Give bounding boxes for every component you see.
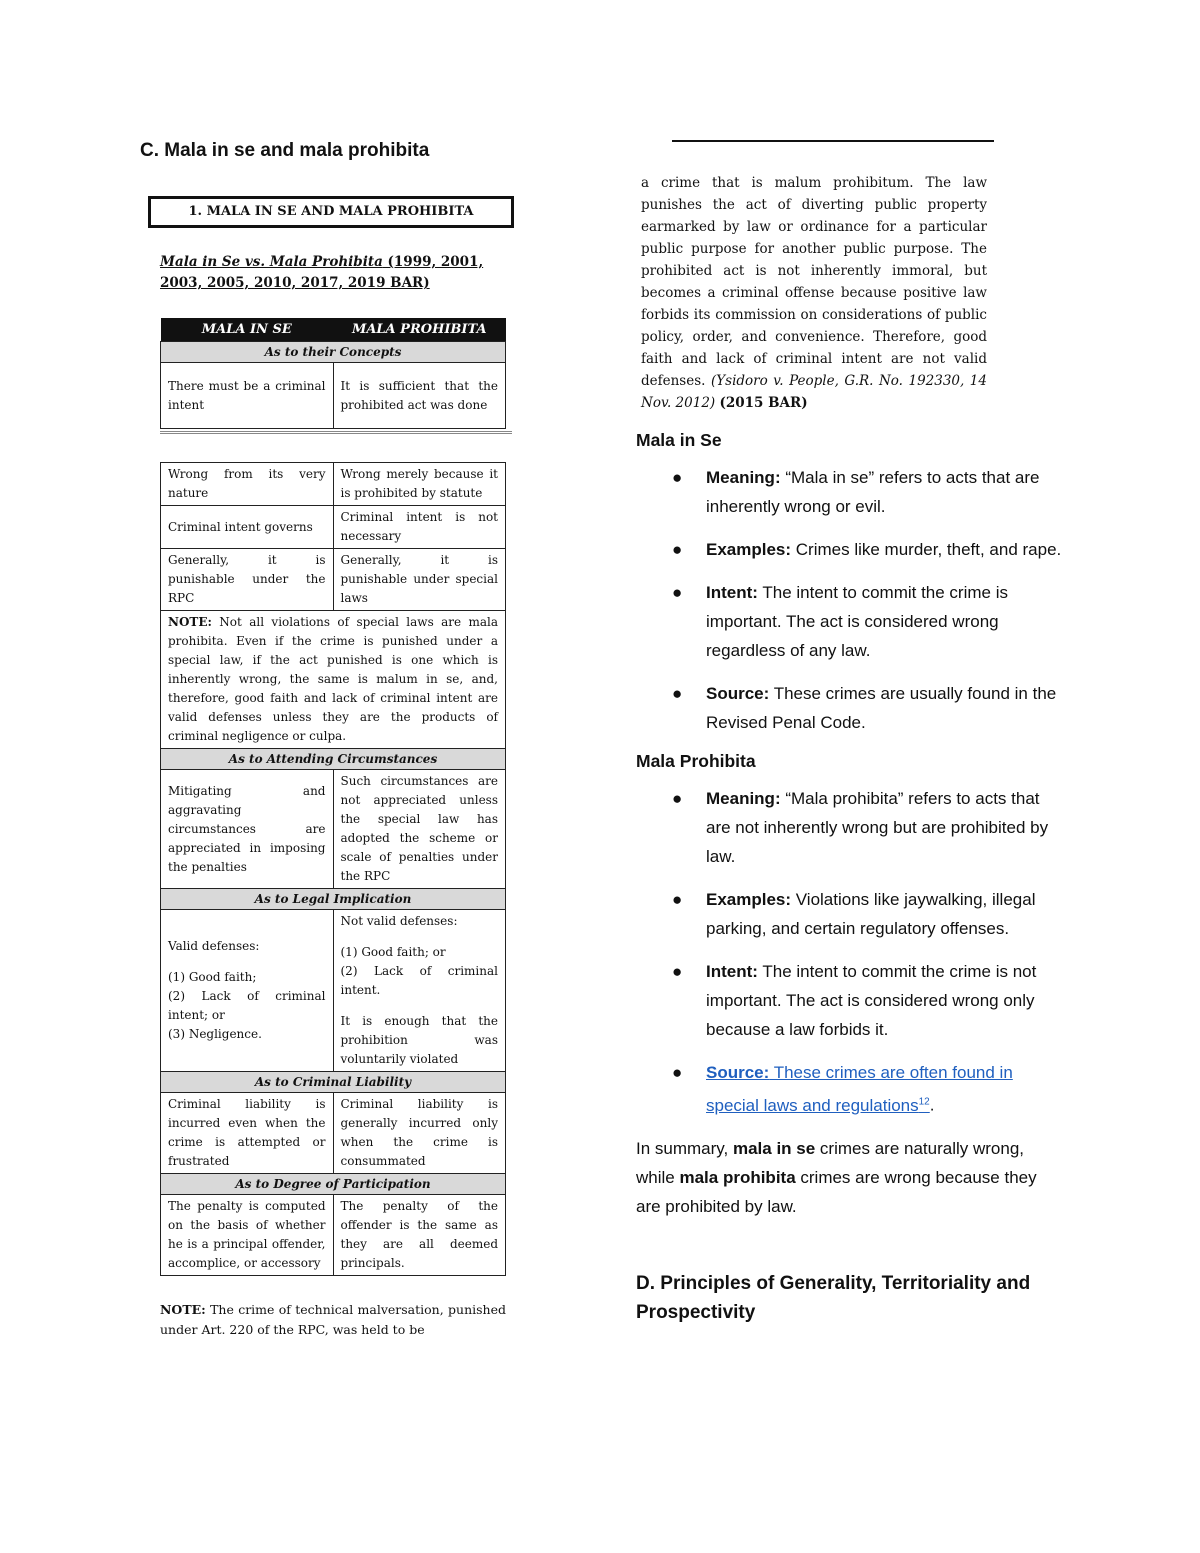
heading-mala-in-se: Mala in Se	[636, 430, 722, 450]
point-label: Examples:	[706, 890, 792, 909]
subtitle-italic: Mala in Se vs. Mala Prohibita	[160, 254, 383, 270]
list-item	[672, 535, 1066, 564]
legal-item: (3) Negligence.	[168, 1027, 262, 1041]
source-link[interactable]	[706, 1063, 1013, 1115]
list-item	[672, 784, 1066, 871]
mala-in-se-list	[636, 463, 1076, 737]
point-label: Meaning:	[706, 789, 781, 808]
list-item	[672, 885, 1066, 943]
quote-bar: (2015 BAR)	[719, 395, 808, 411]
point-label: Meaning:	[706, 468, 781, 487]
col-header-mala-prohibita: MALA PROHIBITA	[333, 318, 506, 342]
point-text: The intent to commit the crime is not important. The act is considered wrong only because a law forbids it.	[706, 962, 1037, 1039]
legal-item: (2) Lack of criminal intent.	[340, 964, 498, 997]
table-cell: Criminal liability is generally incurred only when the crime is consummated	[333, 1093, 506, 1174]
point-text: Violations like jaywalking, illegal parking, and certain regulatory offenses.	[706, 890, 1036, 938]
point-label: Intent:	[706, 962, 758, 981]
summary-paragraph	[636, 1134, 1056, 1221]
footnote-ref: 12	[918, 1096, 930, 1107]
bullet-icon: ●	[672, 1063, 683, 1082]
col-header-mala-in-se: MALA IN SE	[161, 318, 334, 342]
list-item	[672, 578, 1066, 665]
source-link-text: These crimes are often found in special laws and regulations	[706, 1063, 1013, 1115]
summary-b1: mala in se	[732, 1138, 816, 1158]
source-link-label: Source:	[706, 1063, 770, 1082]
legal-left-head: Valid defenses:	[168, 939, 260, 953]
bullet-icon: ●	[672, 684, 683, 703]
double-rule	[160, 431, 512, 434]
table-cell: The penalty is computed on the basis of whether he is a principal offender, accomplice, or accessory	[161, 1195, 334, 1276]
bullet-icon: ●	[672, 789, 683, 808]
legal-right-cell	[333, 910, 506, 1072]
subtitle-years: (1999, 2001, 2003, 2005, 2010, 2017, 2019 BAR)	[160, 254, 484, 291]
summary-pre: In summary,	[636, 1138, 733, 1158]
case-quote	[641, 172, 987, 414]
quote-cite: (Ysidoro v. People, G.R. No. 192330, 14 Nov. 2012)	[641, 373, 987, 411]
note-cell	[161, 611, 506, 749]
table-cell: Such circumstances are not appreciated unless the special law has adopted the scheme or scale of penalties under the RPC	[333, 770, 506, 889]
heading-mala-prohibita: Mala Prohibita	[636, 751, 756, 771]
table-cell: Criminal intent governs	[161, 506, 334, 549]
legal-right-tail: It is enough that the prohibition was voluntarily violated	[340, 1014, 498, 1066]
section-title-c: C. Mala in se and mala prohibita	[140, 140, 430, 161]
point-label: Intent:	[706, 583, 758, 602]
note-label: NOTE:	[168, 615, 212, 629]
bullet-icon: ●	[672, 468, 683, 487]
quote-text: a crime that is malum prohibitum. The law punishes the act of diverting public property earmarked by law or ordinance for a particular public purpose for another public purpose. The prohibited act is not inherently immoral, but becomes a criminal offense because positive law forbids its commission on considerations of public policy, order, and convenience. Therefore, good faith and lack of criminal intent are not valid defenses.	[641, 175, 987, 389]
comparison-table-1	[160, 318, 506, 429]
bullet-icon: ●	[672, 540, 683, 559]
band-legal: As to Legal Implication	[161, 889, 506, 910]
point-text: The intent to commit the crime is important. The act is considered wrong regardless of any law.	[706, 583, 1008, 660]
legal-item: (2) Lack of criminal intent; or	[168, 989, 326, 1022]
point-text: “Mala in se” refers to acts that are inherently wrong or evil.	[706, 468, 1040, 516]
point-text: These crimes are usually found in the Revised Penal Code.	[706, 684, 1057, 732]
bottom-note	[160, 1300, 506, 1340]
list-item	[672, 957, 1066, 1044]
top-rule	[672, 140, 994, 142]
summary-post: crimes are wrong because they are prohibited by law.	[636, 1167, 1037, 1216]
comparison-subtitle	[160, 252, 510, 294]
list-item: ● Source: These crimes are often found in special laws and regulations$^{12}$.	[706, 1058, 1066, 1120]
table-cell: Criminal intent is not necessary	[333, 506, 506, 549]
point-label: Examples:	[706, 540, 792, 559]
list-item	[672, 463, 1066, 521]
table-cell: The penalty of the offender is the same as they are all deemed principals.	[333, 1195, 506, 1276]
legal-right-head: Not valid defenses:	[340, 914, 458, 928]
note-text: Not all violations of special laws are mala prohibita. Even if the crime is punished under a special law, if the act punished is one which is inherently wrong, the same is malum in se, and, therefore, good faith and lack of criminal intent are valid defenses unless they are the products of criminal negligence or culpa.	[168, 615, 498, 743]
band-concepts: As to their Concepts	[161, 342, 506, 363]
legal-item: (1) Good faith;	[168, 970, 257, 984]
bottom-note-label: NOTE:	[160, 1302, 206, 1317]
legal-left-cell	[161, 910, 334, 1072]
band-participation: As to Degree of Participation	[161, 1174, 506, 1195]
table-cell: There must be a criminal intent	[161, 363, 334, 429]
band-liability: As to Criminal Liability	[161, 1072, 506, 1093]
legal-item: (1) Good faith; or	[340, 945, 446, 959]
mala-prohibita-list	[636, 784, 1076, 1120]
bullet-icon: ●	[672, 583, 683, 602]
table-cell: Generally, it is punishable under the RPC	[161, 549, 334, 611]
bottom-note-text: The crime of technical malversation, punished under Art. 220 of the RPC, was held to be	[160, 1302, 506, 1337]
left-column	[140, 140, 520, 1340]
summary-mid: crimes are naturally wrong, while	[636, 1138, 1025, 1187]
table-cell: Criminal liability is incurred even when the crime is attempted or frustrated	[161, 1093, 334, 1174]
table-cell: Wrong from its very nature	[161, 463, 334, 506]
comparison-table-2	[160, 462, 506, 1276]
right-column	[636, 140, 1076, 1327]
section-title-d: D. Principles of Generality, Territoriality and Prospectivity	[636, 1272, 1031, 1323]
band-attending: As to Attending Circumstances	[161, 749, 506, 770]
list-item	[672, 679, 1066, 737]
table-cell: Mitigating and aggravating circumstances are appreciated in imposing the penalties	[161, 770, 334, 889]
bullet-icon: ●	[672, 962, 683, 981]
summary-b2: mala prohibita	[679, 1167, 796, 1187]
point-text: Crimes like murder, theft, and rape.	[791, 540, 1062, 559]
point-label: Source:	[706, 684, 770, 703]
table-cell: Wrong merely because it is prohibited by statute	[333, 463, 506, 506]
box-title: 1. MALA IN SE AND MALA PROHIBITA	[148, 196, 514, 228]
point-text: “Mala prohibita” refers to acts that are not inherently wrong but are prohibited by law.	[706, 789, 1049, 866]
table-cell: It is sufficient that the prohibited act was done	[333, 363, 506, 429]
table-cell: Generally, it is punishable under special laws	[333, 549, 506, 611]
bullet-icon: ●	[672, 890, 683, 909]
